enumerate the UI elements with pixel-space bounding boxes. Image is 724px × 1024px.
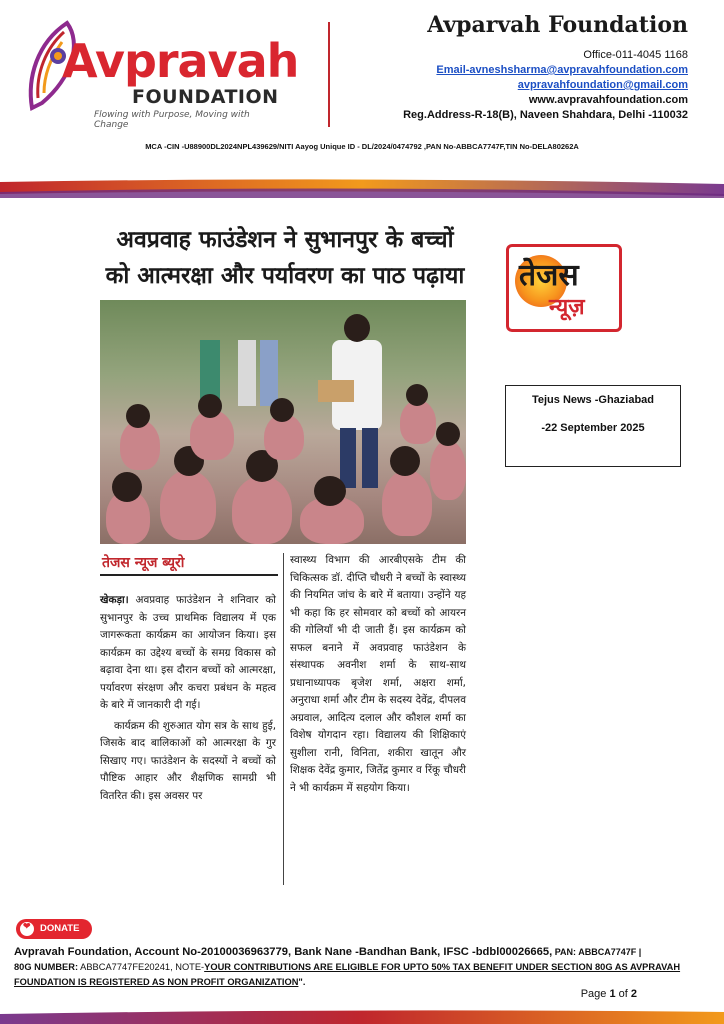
headline-line-2: को आत्मरक्षा और पर्यावरण का पाठ पढ़ाया [105,263,465,289]
tejas-logo-word: तेजस [519,258,579,293]
email-link-primary[interactable]: Email-avneshsharma@avpravahfoundation.com [436,64,688,76]
logo-wordmark: Avpravah [62,34,299,88]
website: www.avpravahfoundation.com [528,94,688,106]
article-column-2 [290,552,466,797]
column-divider [283,553,284,885]
logo-tagline: Flowing with Purpose, Moving with Change [94,110,250,130]
article-byline: तेजस न्यूज ब्यूरो [102,555,185,571]
tejas-logo-news: न्यूज़ [549,295,585,320]
bank-details [14,944,714,960]
source-info-box [505,385,681,467]
tejas-news-logo [506,244,622,332]
headline-line-1: अवप्रवाह फाउंडेशन ने सुभानपुर के बच्चों [116,227,454,253]
page-word: Page [580,988,610,1000]
article-paragraph [100,592,276,715]
logo-subtitle: FOUNDATION [132,86,279,108]
page-total: 2 [630,988,637,1000]
dateline: खेकड़ा। [100,594,129,606]
office-phone: Office-011-4045 1168 [583,49,688,61]
pan-info: PAN: ABBCA7747F | [552,947,642,957]
tax-benefit-note: YOUR CONTRIBUTIONS ARE ELIGIBLE FOR UPTO 50% TAX BENEFIT UNDER SECTION 80G AS AVPRAVAH FOUNDATION IS REGISTERED AS NON PROFIT ORGANIZATION [14,962,681,987]
page-number [581,988,637,1000]
header-wave-band [0,178,724,198]
tax-note [14,960,714,990]
article-headline [100,222,470,294]
article-column-1 [100,592,276,805]
byline-rule [100,574,278,576]
article-paragraph: स्वास्थ्य विभाग की आरबीएसके टीम की चिकित्सक डॉ. दीप्ति चौधरी ने बच्चों के स्वास्थ्य की नियमित जांच के बारे में बताया। उन्होंने यह भी कहा कि हर सोमवार को बच्चों को आयरन की गोलियाँ भी दी जाती हैं। इस कार्यक्रम को सफल बनाने में अवप्रवाह फाउंडेशन के संस्थापक अवनीश शर्मा के साथ-साथ प्रधानाध्यापक बृजेश शर्मा, अक्षरा शर्मा, अनुराधा शर्मा और टीम के सदस्य देवेंद्र, दीपलव अग्रवाल, आदित्य दलाल और कौशल शर्मा का विशेष योगदान रहा। विद्यालय की शिक्षिकाएं सुशीला रानी, विनिता, शकीरा खातून और शिक्षक देवेंद्र कुमार, जितेंद्र कुमार व रिंकू चौधरी ने भी कार्यक्रम में सहयोग किया। [290,554,466,794]
article-paragraph: कार्यक्रम की शुरुआत योग सत्र के साथ हुई, जिसके बाद बालिकाओं को आत्मरक्षा के गुर सिखाए गए। फाउंडेशन के सदस्यों ने बच्चों को पौष्टिक आहार और शैक्षणिक सामग्री भी वितरित की। इस अवसर पर [100,719,276,802]
registration-line: MCA -CIN -U88900DL2024NPL439629/NITI Aayog Unique ID - DL/2024/0474792 ,PAN No-ABBCA7747F,TIN No-DELA80262A [145,142,579,151]
source-name: Tejus News -Ghaziabad [531,394,655,406]
contact-block [403,48,688,123]
paragraph-text: अवप्रवाह फाउंडेशन ने शनिवार को सुभानपुर के उच्च प्राथमिक विद्यालय में एक जागरूकता कार्यक्रम का आयोजन किया। इस कार्यक्रम का उद्देश्य बच्चों के समग्र विकास को बढ़ावा देना था। इस दौरान बच्चों को आत्मरक्षा, पर्यावरण संरक्षण और कचरा प्रबंधन के महत्व के बारे में जानकारी दी गई। [100,594,276,711]
org-title: Avparvah Foundation [427,12,688,38]
footer-wave-band [0,1008,724,1024]
foundation-logo [22,18,299,130]
email-link-secondary[interactable]: avpravahfoundation@gmail.com [517,79,688,91]
donate-button[interactable] [16,919,92,939]
donate-label: DONATE [40,923,80,934]
bank-line: Avpravah Foundation, Account No-20100036963779, Bank Nane -Bandhan Bank, IFSC -bdbl00026665, [14,946,553,958]
page-of: of [615,988,631,1000]
registered-address: Reg.Address-R-18(B), Naveen Shahdara, Delhi -110032 [403,109,688,121]
heart-icon: ❤ [23,921,31,931]
header-divider [328,22,330,127]
note-end: ". [298,977,306,987]
80g-label: 80G NUMBER: [14,962,79,972]
article-photo [100,300,466,544]
source-date: -22 September 2025 [541,422,645,434]
page-current: 1 [609,988,616,1000]
80g-value: ABBCA7747FE20241, NOTE- [78,962,205,972]
